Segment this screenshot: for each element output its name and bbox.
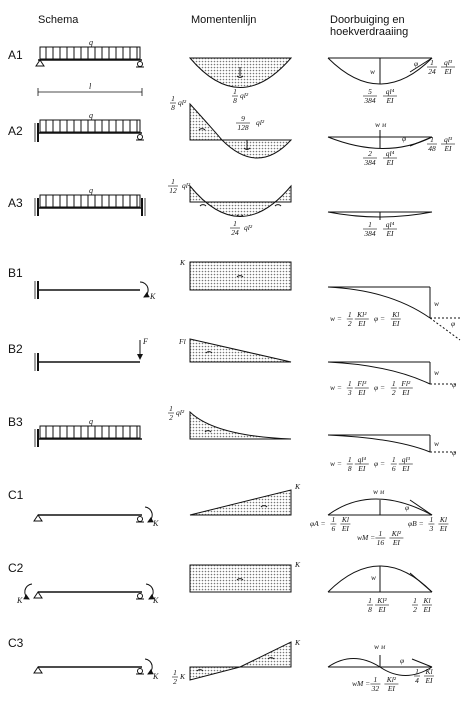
- roller-support-icon: [138, 594, 143, 599]
- B1-w-coef-denominator: 2: [347, 319, 352, 328]
- A1-phi-coef-numerator: 1: [430, 58, 434, 67]
- pin-support-icon: [34, 592, 42, 598]
- row-label-A1: A1: [8, 48, 23, 62]
- curvature-icon: [275, 205, 281, 206]
- C1-phiB-quant-numerator: Kl: [439, 515, 447, 524]
- B2-moment-Fl: Fl: [179, 337, 186, 346]
- A1-phi-quant-numerator: ql³: [443, 58, 453, 67]
- row-label-C1: C1: [8, 488, 24, 502]
- moment-diagram-C1: [190, 490, 291, 515]
- A2-moment-field-tail: ql²: [256, 118, 265, 127]
- load-lines: [46, 47, 137, 59]
- B3-phi-symbol: φ: [452, 448, 457, 457]
- load-lines: [46, 426, 137, 438]
- C2-w-coef-numerator: 1: [368, 596, 372, 605]
- A1-moment-coef-numerator: 1: [233, 87, 237, 96]
- load-lines: [46, 120, 137, 132]
- C1-phiB-lhs: φB =: [408, 519, 424, 528]
- B2-w-lhs: w =: [330, 383, 342, 392]
- C1-wM-subscript: M: [380, 491, 385, 496]
- B1-w-symbol: w: [434, 299, 440, 308]
- load-lines: [46, 195, 137, 207]
- B2-phi-quant-denominator: EI: [402, 388, 410, 397]
- B1-w-quant-numerator: Kl²: [357, 310, 367, 319]
- moment-column: [190, 58, 291, 680]
- B3-moment-coef-numerator: 1: [169, 404, 173, 413]
- A3-w-quant-denominator: EI: [386, 229, 394, 238]
- A2-phi-coef-denominator: 48: [428, 144, 436, 153]
- C1-phiA-lhs: φA =: [310, 519, 326, 528]
- header-deflection-line1: Doorbuiging en: [330, 14, 405, 26]
- B1-moment-K: K: [180, 258, 186, 267]
- A2-w-quant-numerator: ql⁴: [385, 149, 395, 158]
- B2-w-coef-denominator: 3: [347, 388, 352, 397]
- B2-phi-quant-numerator: Fl²: [401, 379, 411, 388]
- C1-phiB-quant-denominator: EI: [439, 524, 447, 533]
- A3-moment-field-coef-numerator: 1: [233, 219, 237, 228]
- A2-moment-support-tail: ql²: [178, 98, 187, 107]
- C2-w-symbol: w: [371, 573, 377, 582]
- A2-w-coef-denominator: 384: [364, 158, 376, 167]
- A1-phi-coef-denominator: 24: [428, 67, 436, 76]
- moment-diagram-B3: [190, 412, 291, 439]
- header-schema: Schema: [38, 14, 79, 26]
- B3-phi-coef-denominator: 6: [391, 464, 396, 473]
- B2-w-symbol: w: [434, 368, 440, 377]
- A2-w-quant-denominator: EI: [386, 158, 394, 167]
- C2-moment-K: K: [295, 560, 301, 569]
- C1-wM-symbol: w: [373, 487, 379, 496]
- B3-phi-lhs: φ =: [374, 459, 386, 468]
- C3-phi-quant-numerator: Kl: [425, 667, 433, 676]
- C3-moment-tail: K: [180, 672, 186, 681]
- C1-wM-quant-denominator: EI: [392, 538, 400, 547]
- C3-moment-K: K: [295, 638, 301, 647]
- B3-w-coef-numerator: 1: [347, 455, 352, 464]
- header-deflection-line2: hoekverdraaiing: [330, 26, 409, 38]
- B3-phi-quant-denominator: EI: [402, 464, 410, 473]
- C3-phi-symbol: φ: [400, 656, 405, 665]
- tangent-line: [412, 659, 432, 667]
- A2-phi-quant-denominator: EI: [444, 144, 452, 153]
- moment-diagram-B2: [190, 339, 291, 362]
- B1-phi-quant-denominator: EI: [392, 319, 400, 328]
- label-q: q: [89, 38, 93, 47]
- roller-support-icon: [138, 517, 143, 522]
- deflection-curve-B2: [328, 362, 430, 384]
- B3-phi-quant-numerator: ql³: [401, 455, 410, 464]
- C3-phi-coef-denominator: 4: [415, 676, 419, 685]
- pin-support-icon: [34, 515, 42, 521]
- B3-moment-tail: ql²: [176, 408, 185, 417]
- C3-wM-subscript: M: [381, 646, 386, 651]
- row-label-B2: B2: [8, 342, 23, 356]
- A3-moment-support-coef-numerator: 1: [171, 177, 175, 186]
- A2-moment-field-coef-numerator: 9: [241, 114, 245, 123]
- moment-diagram-A2-hogging: [190, 104, 222, 140]
- A1-w-symbol: w: [370, 67, 376, 76]
- A2-moment-support-coef-numerator: 1: [171, 94, 175, 103]
- moment-K-arrow-icon: [145, 659, 152, 674]
- C3-wM-quant-numerator: Kl²: [386, 675, 397, 684]
- schema-A3: [35, 195, 145, 216]
- C2-w-coef-denominator: 8: [368, 605, 372, 614]
- A1-w-quant-denominator: EI: [386, 96, 394, 105]
- distributed-load-q: [40, 120, 140, 132]
- A1-moment-tail: ql²: [240, 91, 249, 100]
- label-K: K: [150, 292, 156, 301]
- C2-phi-quant-numerator: Kl: [423, 596, 431, 605]
- moment-diagram-C3-positive: [240, 642, 291, 667]
- B1-phi-symbol: φ: [451, 319, 456, 328]
- A1-w-quant-numerator: ql⁴: [385, 87, 395, 96]
- A1-w-coef-denominator: 384: [364, 96, 376, 105]
- row-label-C3: C3: [8, 636, 24, 650]
- schema-B2: [35, 340, 140, 371]
- row-label-A3: A3: [8, 196, 23, 210]
- moment-K-arrow-icon: [140, 282, 148, 297]
- tangent-line: [410, 500, 432, 515]
- tangent-line: [410, 573, 432, 592]
- A1-phi-quant-denominator: EI: [444, 67, 452, 76]
- A3-moment-field-coef-denominator: 24: [231, 228, 239, 237]
- label-K-right: K: [153, 596, 159, 605]
- B3-w-symbol: w: [434, 439, 440, 448]
- A1-moment-coef-denominator: 8: [233, 96, 237, 105]
- distributed-load-q: [40, 426, 140, 438]
- B1-phi-lhs: φ =: [374, 314, 386, 323]
- B1-w-coef-numerator: 1: [347, 310, 352, 319]
- C2-phi-coef-denominator: 2: [413, 605, 417, 614]
- formula-layer: [168, 58, 456, 693]
- B2-phi-lhs: φ =: [374, 383, 386, 392]
- C1-wM-coef-denominator: 16: [376, 538, 385, 547]
- A2-phi-symbol: φ: [402, 134, 407, 143]
- B2-w-quant-numerator: Fl³: [357, 379, 367, 388]
- A1-phi-symbol: φ: [414, 59, 419, 68]
- label-q: q: [89, 186, 93, 195]
- header-momentenlijn: Momentenlijn: [191, 14, 257, 26]
- C1-wM-quant-numerator: Kl²: [391, 529, 402, 538]
- B2-w-quant-denominator: EI: [358, 388, 366, 397]
- B3-w-quant-denominator: EI: [358, 464, 366, 473]
- moment-diagram-A3: [190, 186, 291, 217]
- A2-w-coef-numerator: 2: [368, 149, 372, 158]
- A3-moment-field-tail: ql²: [244, 223, 253, 232]
- B3-w-quant-numerator: ql⁴: [357, 455, 367, 464]
- moment-diagram-C3-negative: [190, 667, 240, 680]
- C1-phiA-quant-denominator: EI: [341, 524, 349, 533]
- B2-phi-coef-numerator: 1: [391, 379, 396, 388]
- moment-K-left-arrow-icon: [25, 584, 32, 599]
- B3-moment-coef-denominator: 2: [169, 413, 173, 422]
- roller-support-icon: [138, 135, 143, 140]
- B3-phi-coef-numerator: 1: [391, 455, 396, 464]
- A2-phi-coef-numerator: 1: [430, 135, 434, 144]
- A2-wM-subscript: M: [382, 124, 387, 129]
- A3-w-coef-numerator: 1: [368, 220, 372, 229]
- row-label-B1: B1: [8, 266, 23, 280]
- B2-w-coef-numerator: 1: [347, 379, 352, 388]
- row-label-C2: C2: [8, 561, 24, 575]
- C2-phi-coef-numerator: 1: [413, 596, 417, 605]
- moment-K-arrow-icon: [145, 507, 152, 522]
- C1-phiA-quant-numerator: Kl: [341, 515, 349, 524]
- pin-support-icon: [34, 667, 42, 673]
- A2-phi-quant-numerator: ql³: [443, 135, 453, 144]
- C3-moment-coef-numerator: 1: [173, 668, 177, 677]
- moment-diagram-A2-sagging: [222, 140, 291, 158]
- C1-wM-lhs: wM =: [357, 533, 376, 542]
- C1-phiB-coef-numerator: 1: [429, 515, 434, 524]
- B3-w-lhs: w =: [330, 459, 342, 468]
- A3-moment-support-tail: ql²: [182, 181, 191, 190]
- schema-C1: [34, 507, 152, 522]
- C3-wM-lhs: wM =: [352, 679, 371, 688]
- label-K-left: K: [17, 596, 23, 605]
- schema-C3: [34, 659, 152, 674]
- schema-B3: [35, 426, 142, 447]
- tangent-line: [430, 318, 460, 340]
- A2-moment-field-coef-denominator: 128: [237, 123, 249, 132]
- C2-phi-quant-denominator: EI: [423, 605, 431, 614]
- label-F: F: [143, 337, 148, 346]
- C3-phi-quant-denominator: EI: [425, 676, 433, 685]
- B1-phi-quant-numerator: Kl: [392, 310, 400, 319]
- C3-wM-coef-denominator: 32: [371, 684, 380, 693]
- C1-phiA-coef-numerator: 1: [331, 515, 336, 524]
- label-K: K: [153, 672, 159, 681]
- roller-support-icon: [138, 669, 143, 674]
- label-span-l: l: [89, 82, 92, 91]
- B1-w-quant-denominator: EI: [358, 319, 366, 328]
- C3-wM-symbol: w: [374, 642, 380, 651]
- A3-w-quant-numerator: ql⁴: [385, 220, 395, 229]
- row-label-A2: A2: [8, 124, 23, 138]
- label-q: q: [89, 417, 93, 426]
- C1-moment-K: K: [295, 482, 301, 491]
- C3-phi-coef-numerator: 1: [415, 667, 419, 676]
- C1-phiA-coef-denominator: 6: [331, 524, 336, 533]
- B2-phi-symbol: φ: [452, 380, 457, 389]
- A1-w-coef-numerator: 5: [368, 87, 372, 96]
- C1-phi-symbol: φ: [405, 503, 410, 512]
- schema-B1: [35, 281, 148, 299]
- label-q: q: [89, 111, 93, 120]
- C1-phiB-coef-denominator: 3: [429, 524, 434, 533]
- curvature-icon: [200, 205, 206, 206]
- deflection-curve-B3: [328, 435, 430, 452]
- A2-moment-support-coef-denominator: 8: [171, 103, 175, 112]
- row-label-B3: B3: [8, 415, 23, 429]
- schema-A2: [35, 120, 144, 142]
- C3-wM-coef-numerator: 1: [373, 675, 378, 684]
- C3-wM-quant-denominator: EI: [387, 684, 395, 693]
- roller-support-icon: [138, 62, 143, 67]
- B3-w-coef-denominator: 8: [347, 464, 352, 473]
- pin-support-icon: [36, 60, 44, 66]
- distributed-load-q: [40, 47, 140, 59]
- A2-wM-symbol: w: [375, 120, 381, 129]
- B2-phi-coef-denominator: 2: [391, 388, 396, 397]
- C2-w-quant-denominator: EI: [378, 605, 386, 614]
- schema-C2: [25, 584, 153, 599]
- B1-w-lhs: w =: [330, 314, 342, 323]
- distributed-load-q: [40, 195, 140, 207]
- label-K: K: [153, 519, 159, 528]
- schema-column: [25, 47, 153, 674]
- C3-moment-coef-denominator: 2: [173, 677, 177, 686]
- A3-moment-support-coef-denominator: 12: [169, 186, 177, 195]
- C2-w-quant-numerator: Kl²: [377, 596, 387, 605]
- A3-w-coef-denominator: 384: [364, 229, 376, 238]
- C1-wM-coef-numerator: 1: [378, 529, 383, 538]
